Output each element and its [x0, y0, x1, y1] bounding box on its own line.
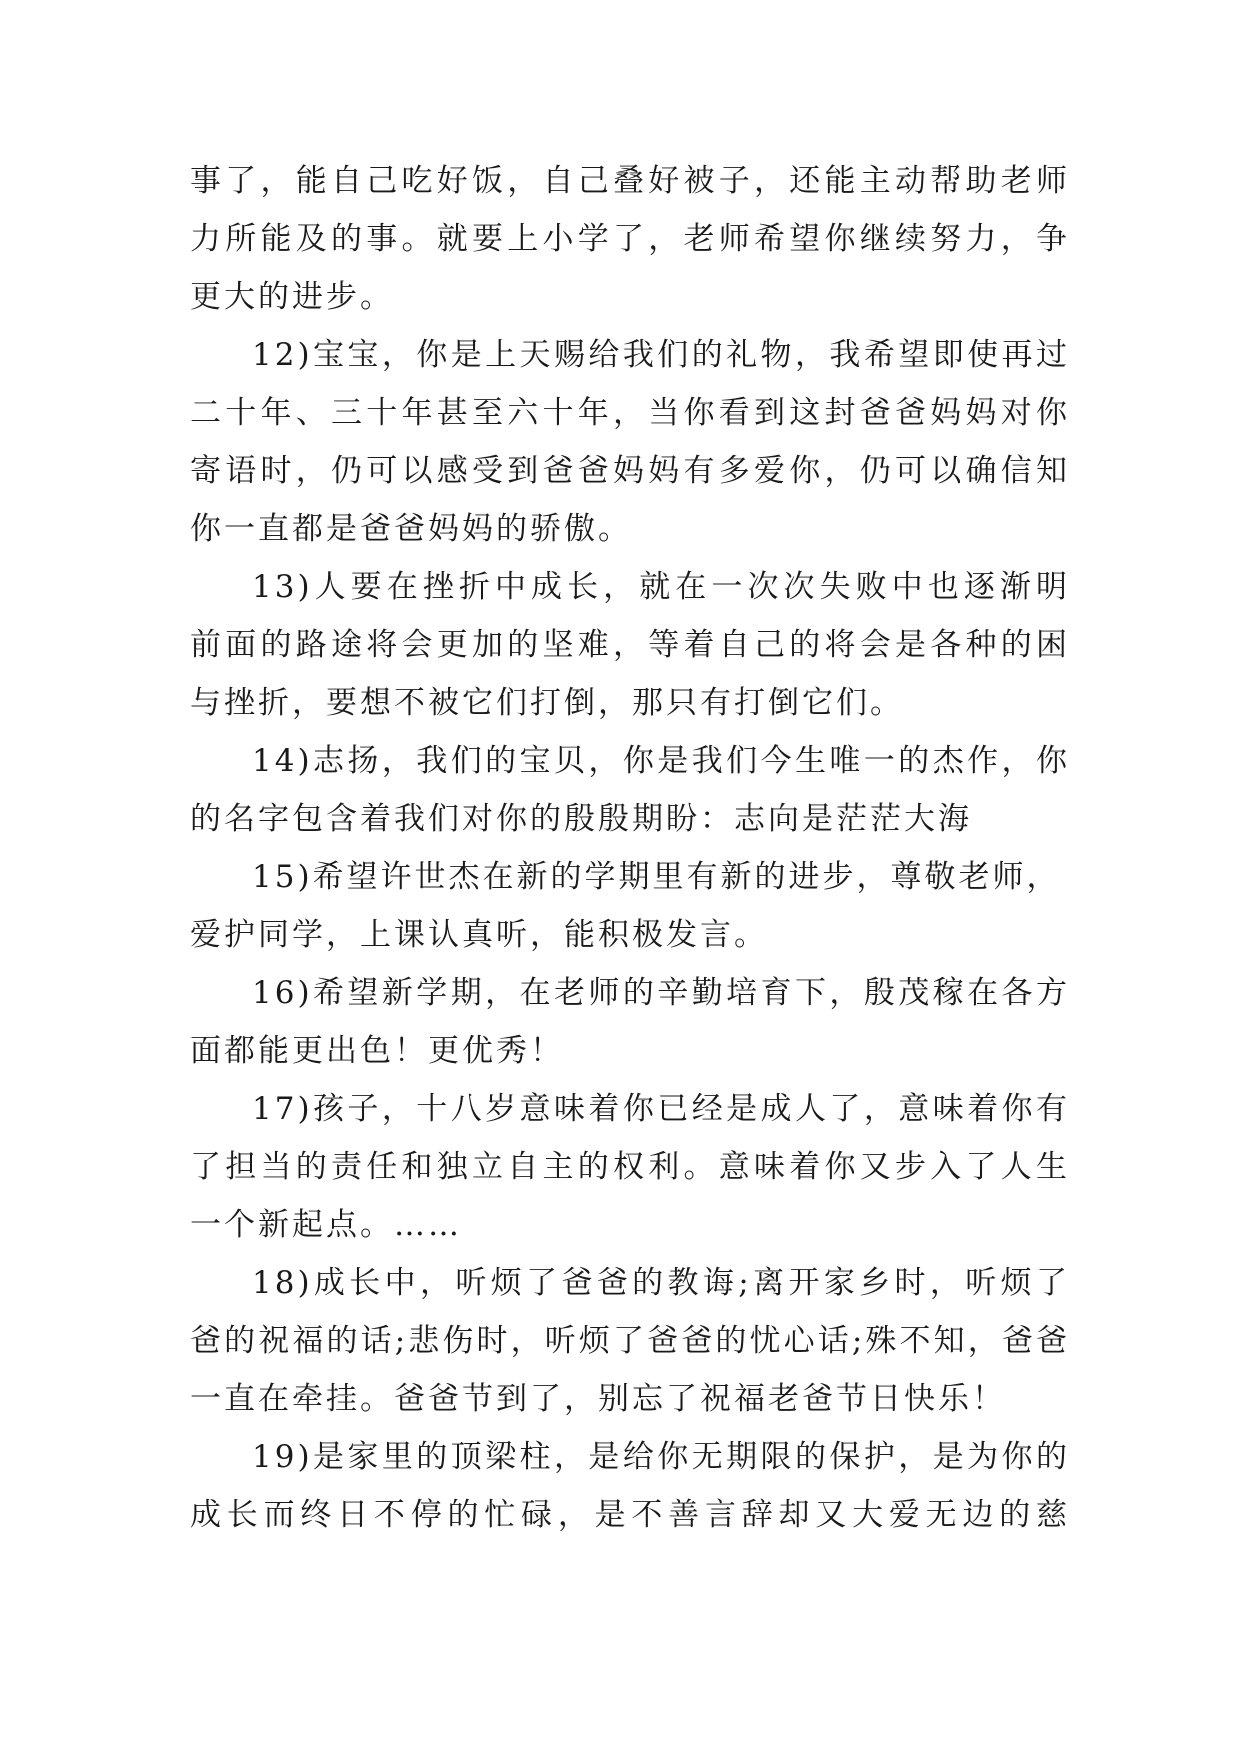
body-text [190, 152, 1070, 1544]
text-line: 爸的祝福的话;悲伤时，听烦了爸爸的忧心话;殊不知，爸爸 [190, 1323, 1070, 1359]
text-line: 14)志扬，我们的宝贝，你是我们今生唯一的杰作，你 [252, 743, 1070, 779]
text-line: 你一直都是爸爸妈妈的骄傲。 [190, 511, 632, 547]
text-line: 面都能更出色！更优秀！ [190, 1033, 564, 1069]
text-line: 事了，能自己吃好饭，自己叠好被子，还能主动帮助老师 [190, 163, 1070, 199]
text-line: 17)孩子，十八岁意味着你已经是成人了，意味着你有 [252, 1091, 1070, 1127]
text-line: 一直在牵挂。爸爸节到了，别忘了祝福老爸节日快乐！ [190, 1381, 1006, 1417]
text-line: 的名字包含着我们对你的殷殷期盼：志向是茫茫大海 [190, 801, 972, 837]
text-line: 爱护同学，上课认真听，能积极发言。 [190, 917, 768, 953]
text-line: 寄语时，仍可以感受到爸爸妈妈有多爱你，仍可以确信知 [190, 453, 1070, 489]
text-line: 18)成长中，听烦了爸爸的教诲;离开家乡时，听烦了 [252, 1265, 1070, 1301]
text-line: 成长而终日不停的忙碌，是不善言辞却又大爱无边的慈 [190, 1497, 1070, 1533]
text-line: 了担当的责任和独立自主的权利。意味着你又步入了人生 [190, 1149, 1070, 1185]
text-line: 一个新起点。…… [190, 1207, 462, 1243]
text-line: 16)希望新学期，在老师的辛勤培育下，殷茂稼在各方 [252, 975, 1070, 1011]
text-line: 二十年、三十年甚至六十年，当你看到这封爸爸妈妈对你 [190, 395, 1070, 431]
text-line: 力所能及的事。就要上小学了，老师希望你继续努力，争 [190, 221, 1070, 257]
text-line: 15)希望许世杰在新的学期里有新的进步，尊敬老师， [252, 859, 1061, 895]
text-line: 更大的进步。 [190, 279, 394, 315]
text-line: 12)宝宝，你是上天赐给我们的礼物，我希望即使再过 [252, 337, 1070, 373]
text-line: 19)是家里的顶梁柱，是给你无期限的保护，是为你的 [252, 1439, 1070, 1475]
text-line: 与挫折，要想不被它们打倒，那只有打倒它们。 [190, 685, 904, 721]
text-line: 前面的路途将会更加的坚难，等着自己的将会是各种的困 [190, 627, 1070, 663]
text-line: 13)人要在挫折中成长，就在一次次失败中也逐渐明 [252, 569, 1070, 605]
